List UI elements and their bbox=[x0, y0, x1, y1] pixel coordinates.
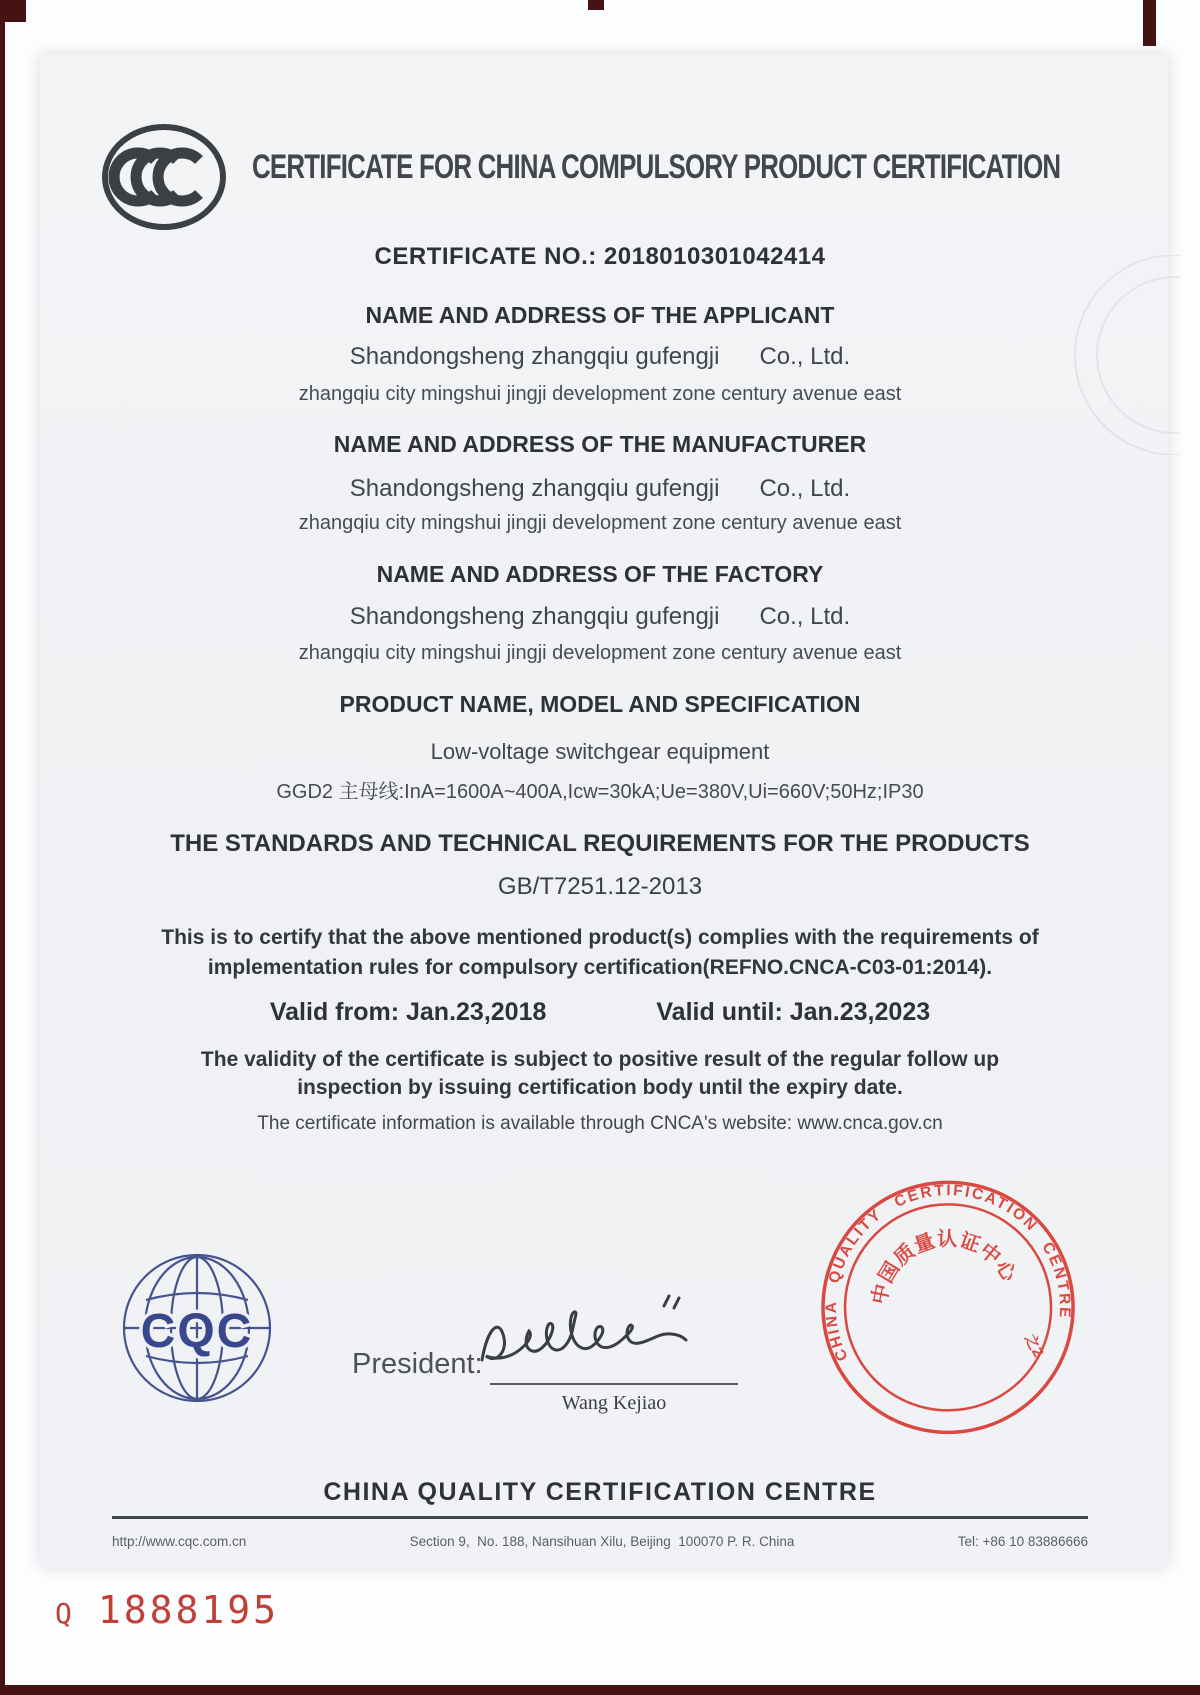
footer-divider bbox=[112, 1516, 1088, 1519]
president-name: Wang Kejiao bbox=[561, 1392, 667, 1414]
president-signature bbox=[468, 1292, 758, 1388]
certificate-title: CERTIFICATE FOR CHINA COMPULSORY PRODUCT CERTIFICATION bbox=[252, 148, 1061, 186]
factory-address: zhangqiu city mingshui jingji development zone century avenue east bbox=[298, 642, 902, 664]
serial-prefix: Q bbox=[55, 1597, 72, 1630]
photo-edge-bottom bbox=[0, 1685, 1200, 1695]
manufacturer-heading: NAME AND ADDRESS OF THE MANUFACTURER bbox=[333, 431, 867, 457]
factory-heading: NAME AND ADDRESS OF THE FACTORY bbox=[376, 561, 824, 587]
applicant-address: zhangqiu city mingshui jingji development zone century avenue east bbox=[298, 383, 902, 405]
product-specification: GGD2 主母线:InA=1600A~400A,Icw=30kA;Ue=380V,Ui=660V;50Hz;IP30 bbox=[276, 781, 924, 803]
issuer-name: CHINA QUALITY CERTIFICATION CENTRE bbox=[323, 1478, 877, 1506]
standards-heading: THE STANDARDS AND TECHNICAL REQUIREMENTS FOR THE PRODUCTS bbox=[170, 830, 1030, 857]
validity-note-line2: inspection by issuing certification body until the expiry date. bbox=[297, 1076, 903, 1099]
serial-number-stamp bbox=[55, 1588, 279, 1632]
applicant-name: Shandongsheng zhangqiu gufengji Co., Ltd. bbox=[349, 343, 851, 370]
footer-website: http://www.cqc.com.cn bbox=[112, 1534, 247, 1549]
photo-edge-right bbox=[1143, 0, 1156, 46]
manufacturer-address: zhangqiu city mingshui jingji development zone century avenue east bbox=[298, 512, 902, 534]
cqc-seal-stamp bbox=[770, 1152, 1130, 1462]
cnca-info: The certificate information is available through CNCA's website: www.cnca.gov.cn bbox=[257, 1113, 943, 1134]
cqc-logo-icon bbox=[112, 1248, 284, 1408]
validity-note-line1: The validity of the certificate is subject to positive result of the regular follow up bbox=[200, 1048, 1000, 1071]
certify-statement-line1: This is to certify that the above mentioned product(s) complies with the requirements of bbox=[161, 926, 1039, 949]
president-label: President: bbox=[352, 1348, 483, 1380]
applicant-heading: NAME AND ADDRESS OF THE APPLICANT bbox=[365, 302, 835, 328]
footer-contact-row bbox=[112, 1534, 1088, 1549]
valid-from: Valid from: Jan.23,2018 bbox=[269, 998, 547, 1026]
standards-value: GB/T7251.12-2013 bbox=[497, 873, 703, 900]
footer-phone: Tel: +86 10 83886666 bbox=[957, 1534, 1088, 1549]
footer-address: Section 9, No. 188, Nansihuan Xilu, Beijing 100070 P. R. China bbox=[409, 1534, 795, 1549]
photo-edge-notch bbox=[588, 0, 604, 10]
validity-dates-row bbox=[0, 998, 1200, 1027]
certificate-number: CERTIFICATE NO.: 2018010301042414 bbox=[374, 243, 826, 270]
product-heading: PRODUCT NAME, MODEL AND SPECIFICATION bbox=[339, 691, 861, 717]
seal-copy-mark: 之2 bbox=[1020, 1331, 1047, 1361]
product-name: Low-voltage switchgear equipment bbox=[430, 739, 770, 764]
cqc-logo-text: CQC bbox=[140, 1305, 254, 1358]
signature-line bbox=[490, 1383, 738, 1385]
valid-until: Valid until: Jan.23,2023 bbox=[656, 998, 931, 1026]
serial-number: 1888195 bbox=[97, 1588, 280, 1632]
certify-statement-line2: implementation rules for compulsory certification(REFNO.CNCA-C03-01:2014). bbox=[207, 956, 993, 979]
seal-inner-text: 中国质量认证中心 bbox=[868, 1228, 1021, 1307]
ccc-logo-icon bbox=[100, 122, 228, 232]
factory-name: Shandongsheng zhangqiu gufengji Co., Ltd. bbox=[349, 603, 851, 630]
seal-ring-text: CHINA QUALITY CERTIFICATION CENTRE bbox=[822, 1182, 1074, 1364]
photo-edge-corner bbox=[0, 0, 26, 22]
manufacturer-name: Shandongsheng zhangqiu gufengji Co., Ltd. bbox=[349, 475, 851, 502]
